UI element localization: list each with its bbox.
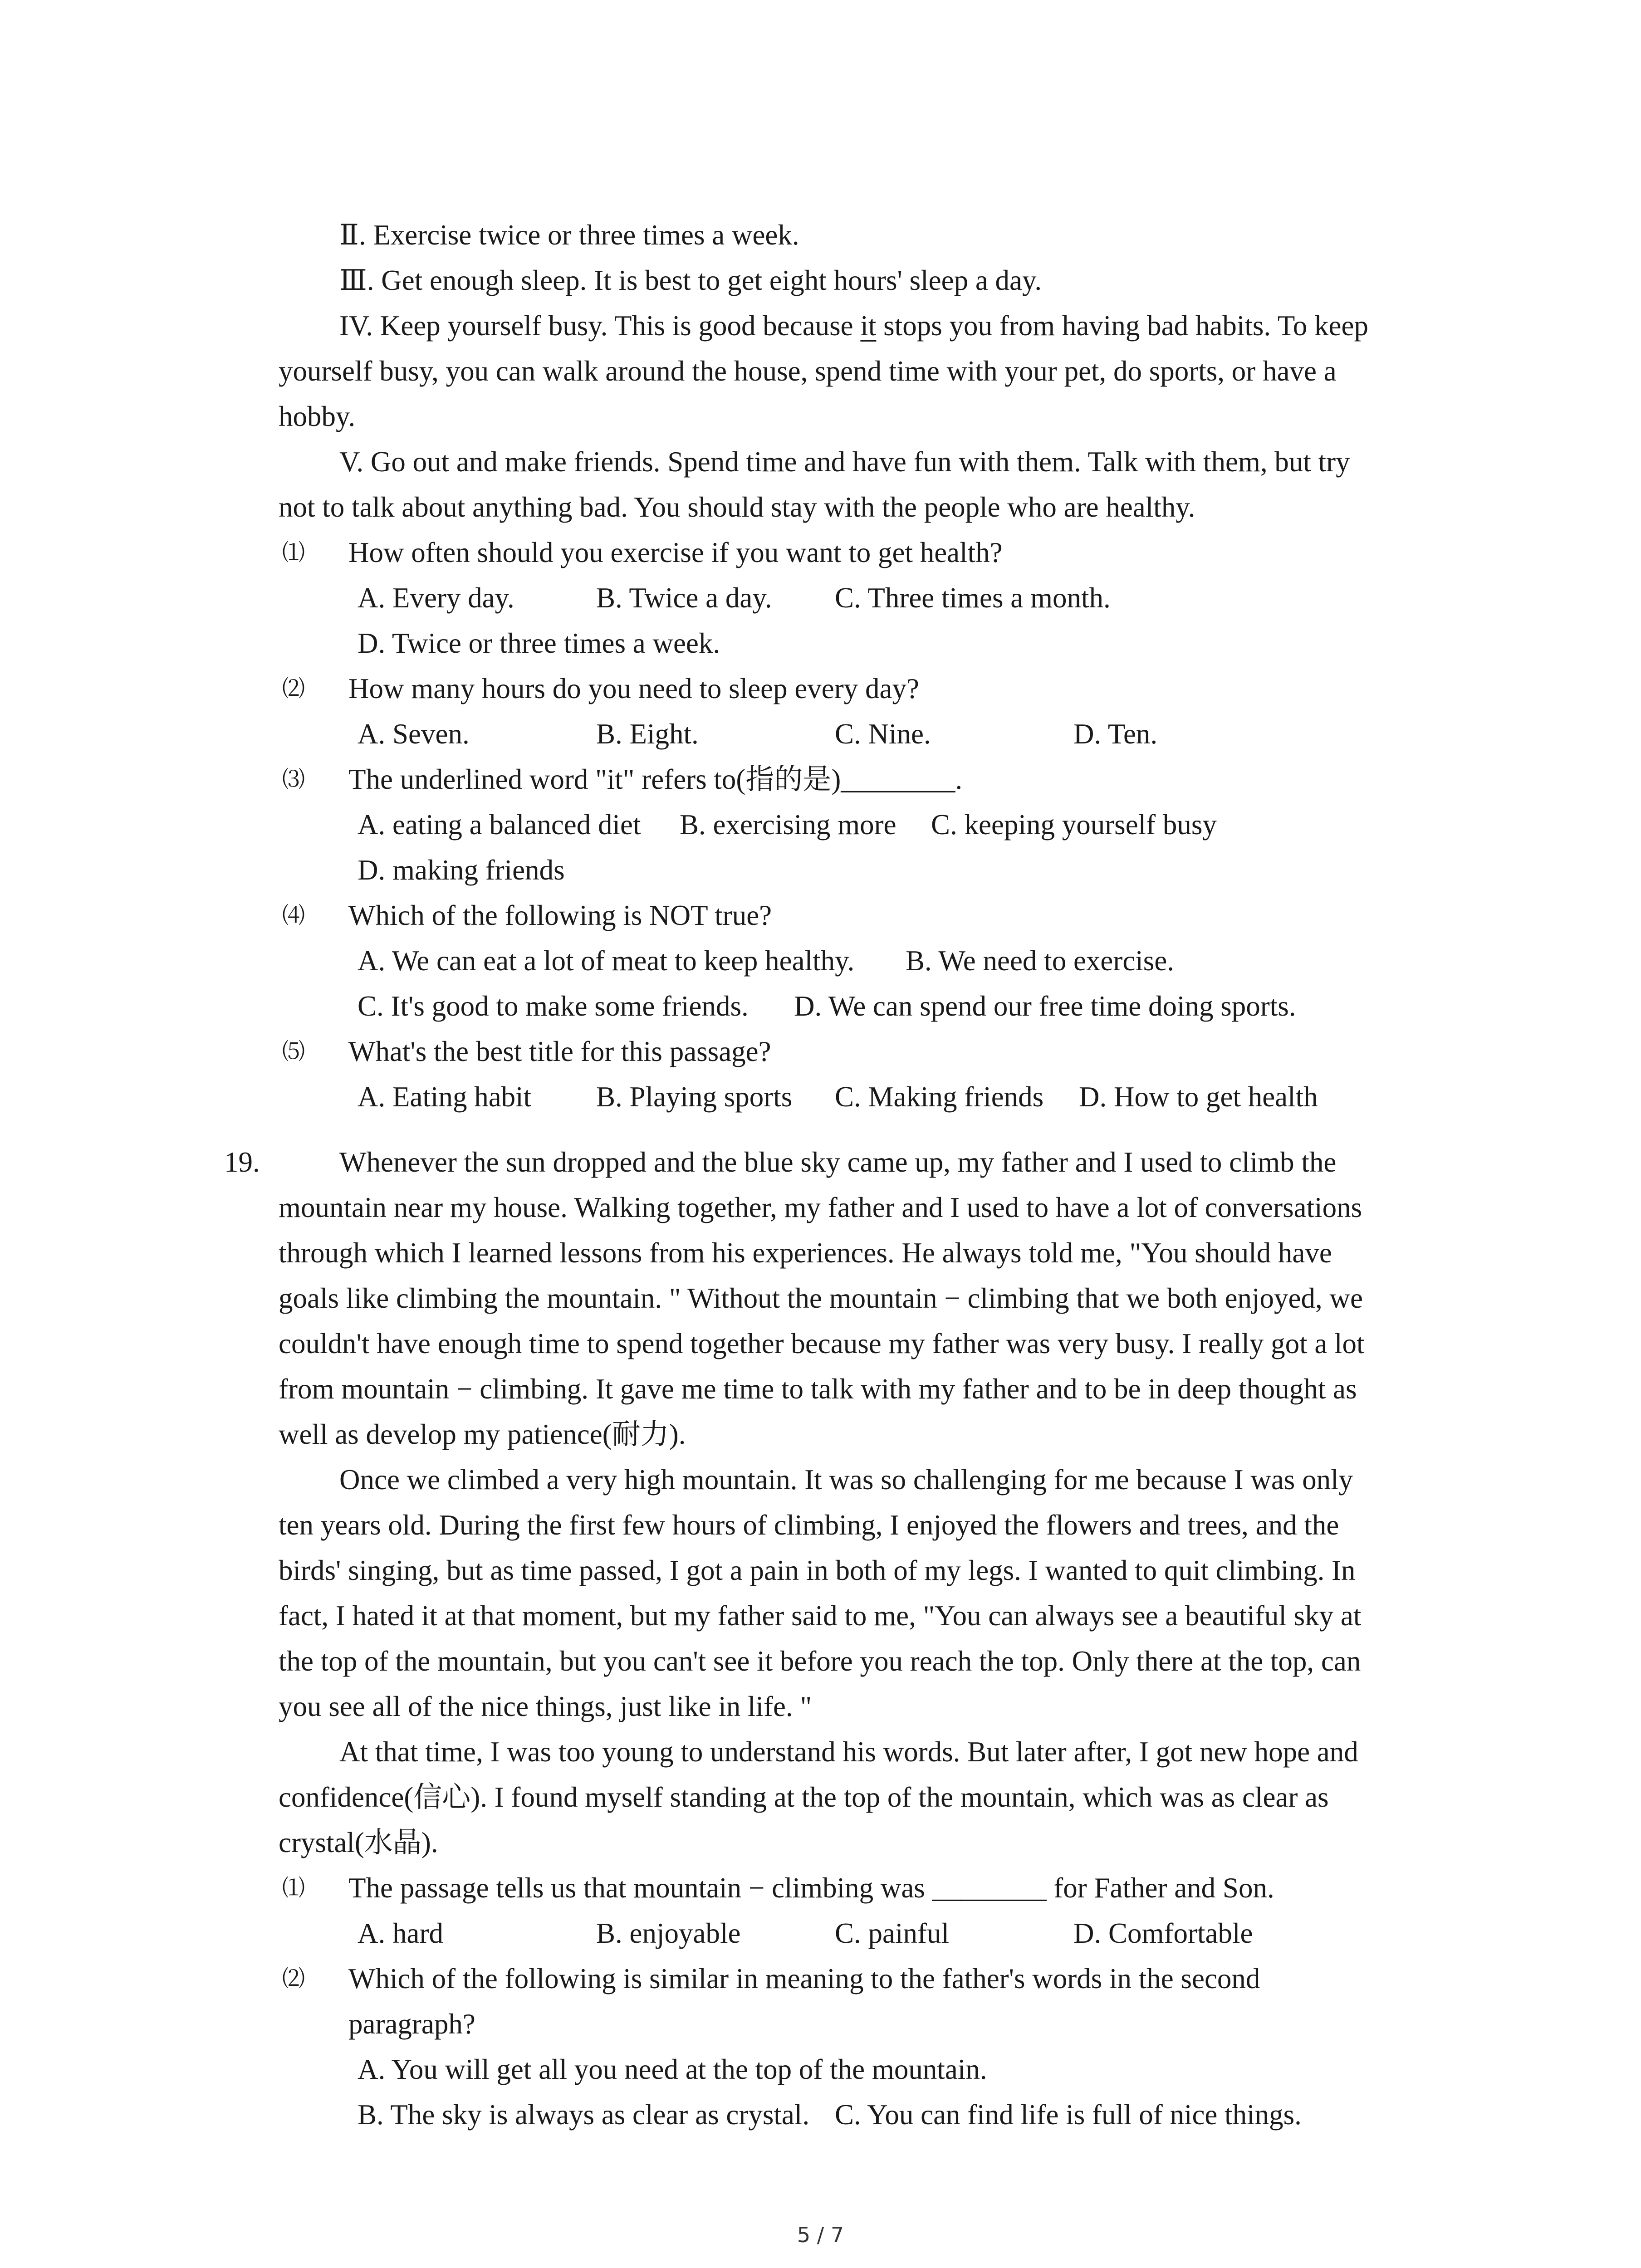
p1-line: couldn't have enough time to spend together because my father was very busy. I really got a lot: [279, 1328, 1365, 1359]
p2-line: Once we climbed a very high mountain. It was so challenging for me because I was only: [339, 1464, 1353, 1496]
p2-line: the top of the mountain, but you can't see it before you reach the top. Only there at the top, can: [279, 1645, 1361, 1677]
point-4-line-2: yourself busy, you can walk around the house, spend time with your pet, do sports, or have a: [279, 355, 1337, 387]
question-number: ⑴: [282, 539, 305, 566]
p3-line: At that time, I was too young to understand his words. But later after, I got new hope and: [339, 1736, 1358, 1768]
point-4-line-1: [339, 308, 1368, 344]
option-b: B. exercising more: [680, 809, 896, 841]
p1-line: from mountain − climbing. It gave me time to talk with my father and to be in deep thought as: [279, 1373, 1357, 1405]
p2-line: you see all of the nice things, just like in life. ": [279, 1691, 812, 1722]
option-d: D. Ten.: [1073, 718, 1158, 750]
option-a: A. hard: [358, 1917, 443, 1949]
p2-line: fact, I hated it at that moment, but my father said to me, "You can always see a beautiful sky at: [279, 1600, 1362, 1632]
option-d: D. Comfortable: [1073, 1917, 1253, 1949]
option-c: C. Three times a month.: [835, 582, 1111, 614]
point-5-line-1: V. Go out and make friends. Spend time and have fun with them. Talk with them, but try: [339, 446, 1350, 478]
option-c: C. You can find life is full of nice things.: [835, 2099, 1302, 2131]
option-c: C. It's good to make some friends.: [358, 990, 749, 1022]
p1-line: goals like climbing the mountain. " Without the mountain − climbing that we both enjoyed, we: [279, 1282, 1363, 1314]
page-number: 5 / 7: [797, 2223, 844, 2247]
question-stem: How often should you exercise if you want to get health?: [348, 537, 1003, 568]
question-stem: The underlined word "it" refers to(指的是)________.: [348, 763, 963, 795]
question-stem: How many hours do you need to sleep every day?: [348, 673, 919, 704]
option-a: A. Every day.: [358, 582, 514, 614]
question-number: ⑴: [282, 1875, 305, 1901]
option-b: B. Eight.: [596, 718, 699, 750]
p1-line: mountain near my house. Walking together, my father and I used to have a lot of conversations: [279, 1192, 1362, 1223]
point-3: Ⅲ. Get enough sleep. It is best to get eight hours' sleep a day.: [339, 264, 1042, 296]
option-c: C. painful: [835, 1917, 949, 1949]
question-stem: What's the best title for this passage?: [348, 1036, 771, 1067]
option-b: B. We need to exercise.: [906, 945, 1175, 977]
option-d: D. How to get health: [1079, 1081, 1318, 1113]
option-a: A. Eating habit: [358, 1081, 532, 1113]
question-number: ⑷: [282, 902, 305, 929]
option-b: B. The sky is always as clear as crystal.: [358, 2099, 810, 2131]
question-number: ⑵: [282, 1965, 305, 1992]
p1-line: well as develop my patience(耐力).: [279, 1418, 686, 1450]
question-number: ⑵: [282, 675, 305, 702]
point-4-text-a: IV. Keep yourself busy. This is good because: [339, 310, 861, 342]
question-stem: Which of the following is NOT true?: [348, 899, 772, 931]
question-stem: The passage tells us that mountain − climbing was ________ for Father and Son.: [348, 1872, 1274, 1904]
p1-line: Whenever the sun dropped and the blue sky came up, my father and I used to climb the: [339, 1146, 1337, 1178]
option-b: B. Twice a day.: [596, 582, 772, 614]
question-number: ⑶: [282, 766, 305, 792]
option-c: C. keeping yourself busy: [931, 809, 1217, 841]
underlined-word-it: it: [860, 310, 877, 342]
question-stem: Which of the following is similar in meaning to the father's words in the second: [348, 1963, 1260, 1994]
p1-line: through which I learned lessons from his experiences. He always told me, "You should have: [279, 1237, 1332, 1269]
p3-line: crystal(水晶).: [279, 1827, 438, 1858]
option-a: A. You will get all you need at the top of the mountain.: [358, 2053, 987, 2085]
option-a: A. Seven.: [358, 718, 470, 750]
option-a: A. eating a balanced diet: [358, 809, 641, 841]
question-number-19: 19.: [224, 1146, 260, 1178]
p2-line: ten years old. During the first few hours of climbing, I enjoyed the flowers and trees, and the: [279, 1509, 1339, 1541]
point-2: Ⅱ. Exercise twice or three times a week.: [339, 219, 799, 251]
option-b: B. Playing sports: [596, 1081, 793, 1113]
point-4-text-b: stops you from having bad habits. To keep: [876, 310, 1368, 342]
option-b: B. enjoyable: [596, 1917, 741, 1949]
option-d: D. Twice or three times a week.: [358, 627, 720, 659]
option-d: D. We can spend our free time doing sports.: [794, 990, 1296, 1022]
p2-line: birds' singing, but as time passed, I got a pain in both of my legs. I wanted to quit climbing. In: [279, 1554, 1356, 1586]
p3-line: confidence(信心). I found myself standing at the top of the mountain, which was as clear as: [279, 1781, 1329, 1813]
option-c: C. Nine.: [835, 718, 931, 750]
option-c: C. Making friends: [835, 1081, 1044, 1113]
option-a: A. We can eat a lot of meat to keep healthy.: [358, 945, 855, 977]
question-number: ⑸: [282, 1038, 305, 1065]
point-4-line-3: hobby.: [279, 401, 356, 432]
point-5-line-2: not to talk about anything bad. You should stay with the people who are healthy.: [279, 491, 1195, 523]
question-stem-cont: paragraph?: [348, 2008, 475, 2040]
option-d: D. making friends: [358, 854, 565, 886]
